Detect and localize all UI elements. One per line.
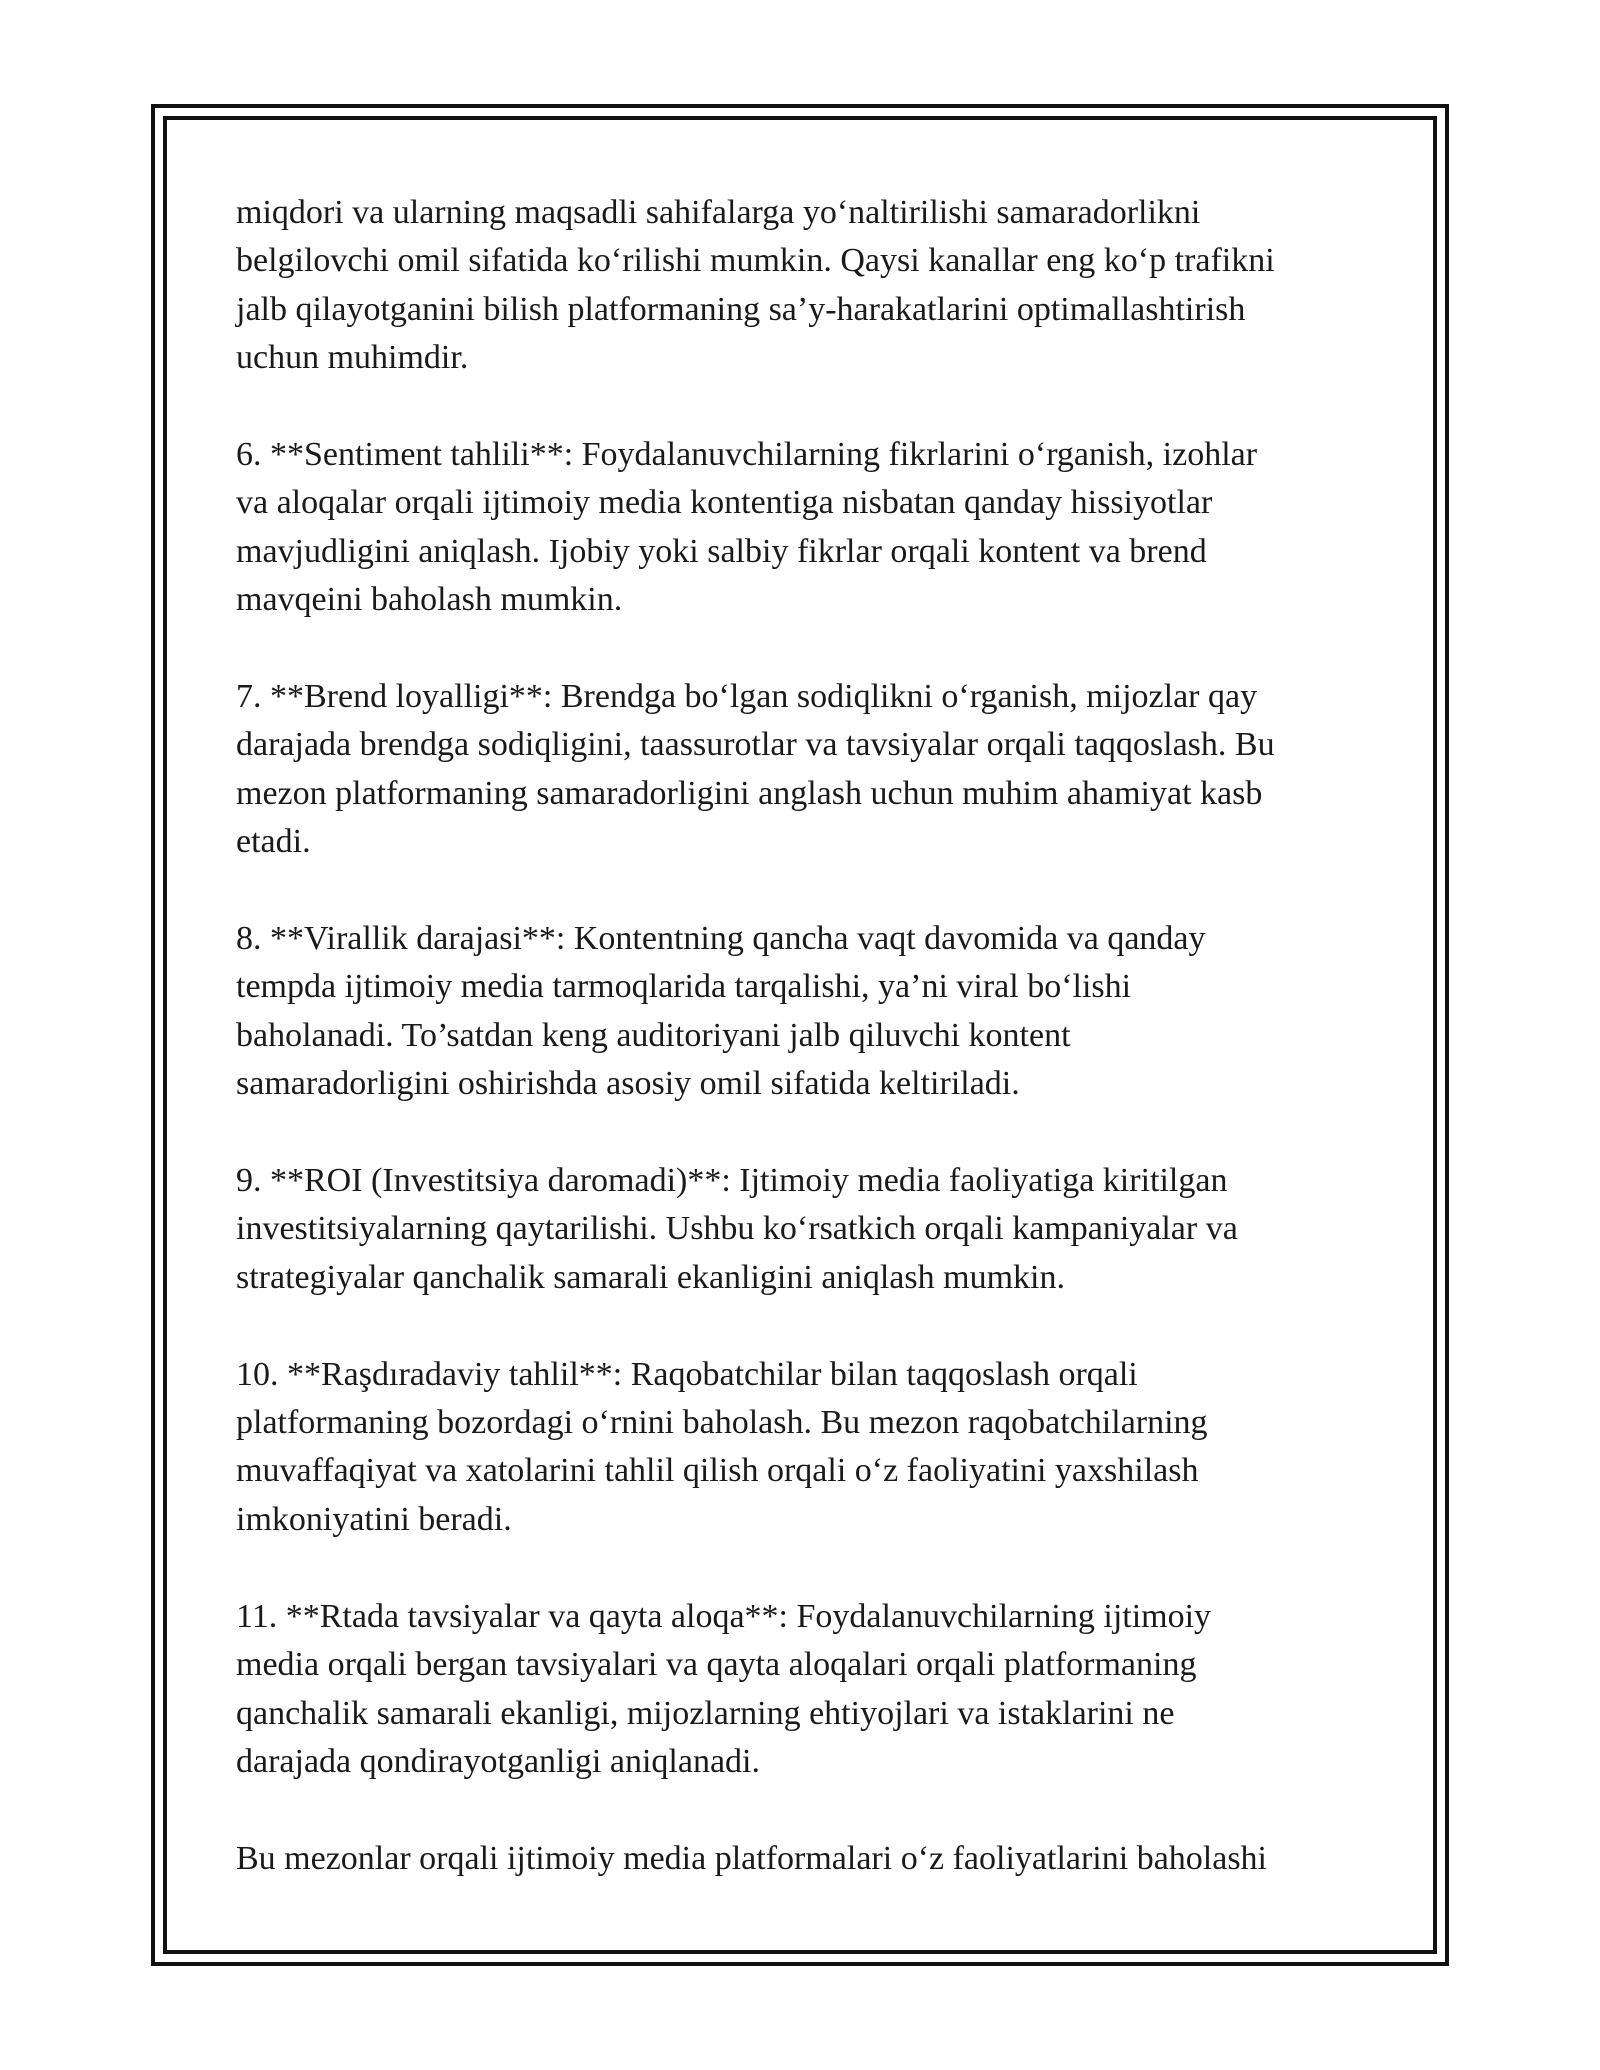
- text-line: imkoniyatini beradi.: [236, 1500, 512, 1538]
- paragraph-item-11: [236, 1593, 1366, 1787]
- paragraph-item-9: [236, 1157, 1366, 1302]
- text-line: 7. **Brend loyalligi**: Brendga bo‘lgan sodiqlikni o‘rganish, mijozlar qay: [236, 678, 1258, 716]
- text-line: 8. **Virallik darajasi**: Kontentning qancha vaqt davomida va qanday: [236, 920, 1206, 958]
- text-line: 11. **Rtada tavsiyalar va qayta aloqa**: Foydalanuvchilarning ijtimoiy: [236, 1597, 1212, 1635]
- text-line: tempda ijtimoiy media tarmoqlarida tarqalishi, ya’ni viral bo‘lishi: [236, 968, 1132, 1006]
- text-line: platformaning bozordagi o‘rnini baholash. Bu mezon raqobatchilarning: [236, 1404, 1208, 1442]
- text-line: 10. **Raşdıradaviy tahlil**: Raqobatchilar bilan taqqoslash orqali: [236, 1355, 1138, 1393]
- document-body: [236, 189, 1366, 1883]
- paragraph-conclusion: [236, 1835, 1366, 1883]
- text-line: baholanadi. To’satdan keng auditoriyani jalb qiluvchi kontent: [236, 1016, 1071, 1054]
- text-line: 6. **Sentiment tahlili**: Foydalanuvchilarning fikrlarini o‘rganish, izohlar: [236, 436, 1258, 474]
- paragraph-item-6: [236, 431, 1366, 625]
- paragraph-continuation: [236, 189, 1366, 383]
- paragraph-item-10: [236, 1351, 1366, 1545]
- paragraph-item-8: [236, 915, 1366, 1109]
- text-line: qanchalik samarali ekanligi, mijozlarning ehtiyojlari va istaklarini ne: [236, 1694, 1175, 1732]
- text-line: Bu mezonlar orqali ijtimoiy media platformalari o‘z faoliyatlarini baholashi: [236, 1839, 1268, 1877]
- text-line: media orqali bergan tavsiyalari va qayta aloqalari orqali platformaning: [236, 1646, 1197, 1684]
- text-line: strategiyalar qanchalik samarali ekanligini aniqlash mumkin.: [236, 1258, 1065, 1296]
- text-line: mavqeini baholash mumkin.: [236, 581, 623, 619]
- text-line: mavjudligini aniqlash. Ijobiy yoki salbiy fikrlar orqali kontent va brend: [236, 532, 1207, 570]
- text-line: va aloqalar orqali ijtimoiy media kontentiga nisbatan qanday hissiyotlar: [236, 484, 1213, 522]
- text-line: darajada qondirayotganligi aniqlanadi.: [236, 1742, 760, 1780]
- text-line: jalb qilayotganini bilish platformaning sa’y-harakatlarini optimallashtirish: [236, 290, 1246, 328]
- paragraph-item-7: [236, 673, 1366, 867]
- text-line: uchun muhimdir.: [236, 339, 469, 377]
- text-line: muvaffaqiyat va xatolarini tahlil qilish orqali o‘z faoliyatini yaxshilash: [236, 1452, 1199, 1490]
- text-line: investitsiyalarning qaytarilishi. Ushbu ko‘rsatkich orqali kampaniyalar va: [236, 1210, 1238, 1248]
- text-line: darajada brendga sodiqligini, taassurotlar va tavsiyalar orqali taqqoslash. Bu: [236, 726, 1275, 764]
- text-line: belgilovchi omil sifatida ko‘rilishi mumkin. Qaysi kanallar eng ko‘p trafikni: [236, 242, 1275, 280]
- text-line: samaradorligini oshirishda asosiy omil sifatida keltiriladi.: [236, 1065, 1020, 1103]
- text-line: mezon platformaning samaradorligini anglash uchun muhim ahamiyat kasb: [236, 774, 1263, 812]
- text-line: 9. **ROI (Investitsiya daromadi)**: Ijtimoiy media faoliyatiga kiritilgan: [236, 1162, 1228, 1200]
- text-line: etadi.: [236, 823, 311, 861]
- text-line: miqdori va ularning maqsadli sahifalarga yo‘naltirilishi samaradorlikni: [236, 194, 1201, 231]
